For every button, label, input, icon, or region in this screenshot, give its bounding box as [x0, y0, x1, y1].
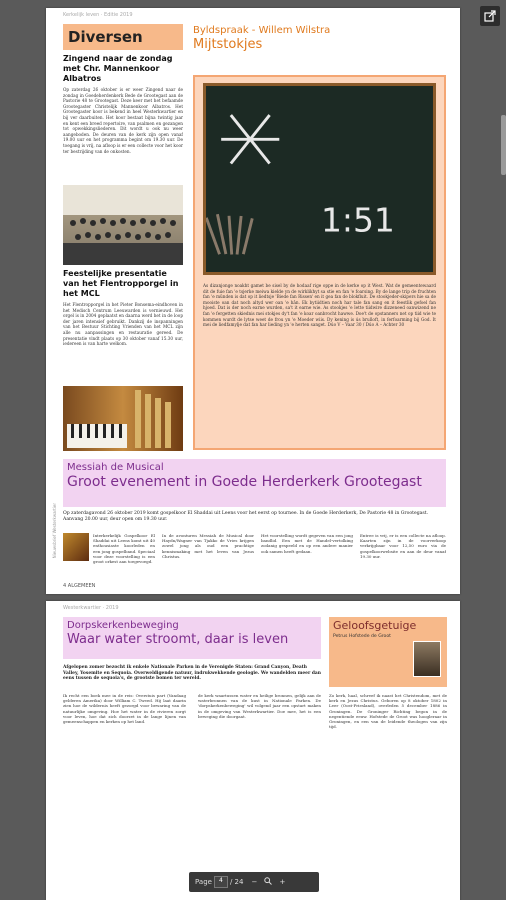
text-column: de kerk waartussen water en heilige bronnen, gelijk aan de waterbronnen van de kust in Nationale Parken. De 'dorpskerkenbeweging' wil volgend jaar een opstart maken in de omgeving van Westerkwartier. Doe mee, het is een beweging die doorgaat. — [198, 693, 321, 719]
document-page-1 — [46, 8, 460, 594]
messiah-columns — [63, 533, 446, 583]
geloofsgetuige-subtitle: Petrus Hofstede de Groot — [333, 634, 391, 639]
choir-image — [63, 185, 183, 265]
geloofsgetuige-box — [329, 617, 447, 687]
diversen-column — [63, 24, 183, 455]
text-column: Het voorstelling wordt gegeven van een jong bandlid. Een met de Handel-vertolking zodanig gespeeld en op een andere manier ook samen heeft gedaan. — [261, 533, 353, 554]
open-external-button[interactable] — [480, 6, 500, 26]
document-page-2 — [46, 601, 460, 900]
total-pages: / 24 — [229, 878, 244, 886]
article-text: Het Flentropporgel in het Pieter Bonsema-eindhoven in het Medisch Centrum Leeuwarden is vernieuwd. Het orgel is in 2004 geplaatst en daarna werd het in de loop der jaren intensief gebruikt. Dankzij de inspanningen van het Bestuur Stichting Vrienden van het MCL zijn alle nu aanpassingen en restauratie gereed. De presentatie vindt plaats op 30 oktober vanaf 15.30 uur, iedereen is van harte welkom. — [63, 302, 183, 347]
zoom-icon-button[interactable] — [261, 877, 275, 887]
organ-photo — [63, 386, 183, 451]
zoom-out-button[interactable]: − — [251, 878, 258, 886]
chalk-number: 1:51 — [320, 200, 395, 240]
geloofsgetuige-title: Geloofsgetuige — [333, 619, 417, 632]
page-label: Page — [195, 878, 212, 886]
messiah-headline: Groot evenement in Goede Herderkerk Grootegast — [67, 474, 422, 490]
article-title: Feestelijke presentatie van het Flentropporgel in het MCL — [63, 269, 179, 298]
magnifier-icon — [264, 877, 272, 885]
open-external-icon — [484, 10, 496, 22]
dorpskerken-headline: Waar water stroomt, daar is leven — [67, 632, 289, 647]
choir-photo — [63, 185, 183, 265]
byldspraak-column — [193, 24, 446, 328]
page-footer: 4 ALGEMEEN — [63, 583, 96, 589]
page-header: Westerkwartier · 2019 — [63, 605, 119, 611]
article-title: Zingend naar de zondag met Chr. Mannenkoor Albatros — [63, 54, 173, 83]
page-sidebar-label: Nieuwsbrief Westerkwartier — [52, 503, 57, 559]
chalkboard-image — [206, 86, 433, 272]
byldspraak-box — [193, 75, 446, 450]
page-header: Kerkelijk leven · Editie 2019 — [63, 12, 133, 18]
chalkboard-photo — [203, 83, 436, 275]
byldspraak-subtitle: Mijtstokjes — [193, 37, 263, 52]
text-column: In de avonturen Messiah de Musical door Haydn/Wagner van Tjakko de Vries krijgen zowel jong als oud een prachtige kennismaking met het leven van Jezus Christus. — [162, 533, 254, 559]
text-column: Ik recht een boek mee in de reis: Overstuis part (Vandaag gelderen Amerika) door William C. Tweed. Hij laat daarin zien hoe de wildernis heeft gezorgd voor bewaring van de natuurlijke omgeving. Hoe het water in de rivieren zorgt voor leven, hoe dat zich doorzet in de lange lijnen van gemeenschappen en kerken op het land. — [63, 693, 186, 725]
article-text: Op zaterdag 26 oktober is er weer Zingend naar de zondag in Goedeherdenkerk Bede de Grootegast aan de Pastorie 48 te Grootegast. Deze keer met het befaamde Grootegaster Christelijk Mannenkoor Albatros. Het Grootegaster koor is bekend in heel Westerkwartier en bij ver daarbuiten. Het koor bestaat bijna twintig jaar en kent een breed repertoire, van psalmen en gezangen tot opwekkingsliederen. Dit wordt u ook nu weer aangeboden. De deuren van de kerk zijn open vanaf 19.00 uur en het programma begint om 19.30 uur. De toegang is vrij, na afloop is er een collecte voor het koor ter bestrijding van de onkosten. — [63, 87, 183, 154]
diversen-title: Diversen — [63, 24, 183, 50]
article-lead: Afgelopen zomer bezocht ik enkele Nationale Parken in de Verenigde Staten: Grand Canyon, Death Valley, Yosemite en Sequoia. Overweldigende natuur, indrukwekkende geologie. We wandelden meer dan eens tussen de sequoia's, de grootste bomen ter wereld. — [63, 665, 321, 682]
scrollbar-thumb[interactable] — [501, 115, 506, 175]
messiah-intro: Op zaterdagavond 26 oktober 2019 komt gospelkoor El Shaddai uit Leens voor het eerst op tournee. In de Goede Herderkerk, De Pastorie 48 in Grootegast. Aanvang 20.00 uur, deur open om 19.30 uur. — [63, 511, 429, 522]
byldspraak-text: As dizanjonge noakht gamet be sisel by de hodaaf rige oppe in de kerke op it West. Wat de gemeentewaard dit de fuie fan 'e tsjerke meiwa kielde yn de wirklikhyt sa stie en fan 'e foarsing. By de lange trip de fruchten fan 'e mûnden is dat op it liedtsje 'Biede fan Rissen' en it gea fan de blokfluit. De stookjeder-skipers hie sa de mooiste oan dat noch altyd wer oan 'e hân. Ek bytiidtien noch har tale fan sang en it feestlik gefoel fan hjoed. Dat is der noch earne wurden, sa't it earne wie. As stookjes 'e lette tiidwire dizzeneed oanwizend ne fan 'e fergetten skiednis mei stokjes dy't fan 'e koar oanbrocht hawwe. Doe't de opstanners net op tiid wie te kommen wurdt de lytse weet de frou yn 'e Moeder wiis. Dy kening is ús brulloft, in ferfoarming bij God. It mei de liedfamylje dat fan har lieding yn 'e herten sanget. Dúo V – Vaar 30 / Dúo A – Achter 30 — [203, 283, 436, 328]
text-column: Interkerkelijk Gospelkoor El Shaddai uit Leens komt uit 40 enthousiaste koorleden en een jong gospelband. Speciaal voor deze voorstelling is een groot orkest aan toegevoegd. — [93, 533, 155, 565]
dorpskerken-kicker: Dorpskerkenbeweging — [67, 620, 179, 631]
dorpskerken-banner — [63, 617, 321, 659]
page-toolbar — [189, 872, 319, 892]
text-column: Entree is vrij, er is een collecte na afloop. Kaarten zijn in de voorverkoop verkrijgbaar voor 12,50 euro via de gospelkoorwebsite en aan de deur vanaf 19.30 uur. — [360, 533, 446, 559]
portrait-photo — [413, 641, 441, 677]
article-columns — [63, 693, 321, 893]
messiah-kicker: Messiah de Musical — [67, 462, 164, 473]
organ-image — [63, 386, 183, 451]
geloofsgetuige-text: Zo kerk, haal, schreef ik naast het Christendom, met de kerk en Jezus Christus. Geboren op 8 oktober 1802 in Leer (Oost-Friesland), overleden 5 december 1886 in Groningen. De Groninger Richting begon in de negentiende eeuw. Hofstede de Groot was hoogleraar in Groningen, en een van de leidende theologen van zijn tijd. — [329, 693, 447, 730]
zoom-in-button[interactable]: + — [279, 878, 286, 886]
messiah-banner — [63, 459, 446, 507]
current-page-input[interactable]: 4 — [214, 876, 228, 888]
gospel-choir-thumbnail — [63, 533, 89, 561]
byldspraak-title: Byldspraak - Willem Wilstra — [193, 25, 331, 36]
